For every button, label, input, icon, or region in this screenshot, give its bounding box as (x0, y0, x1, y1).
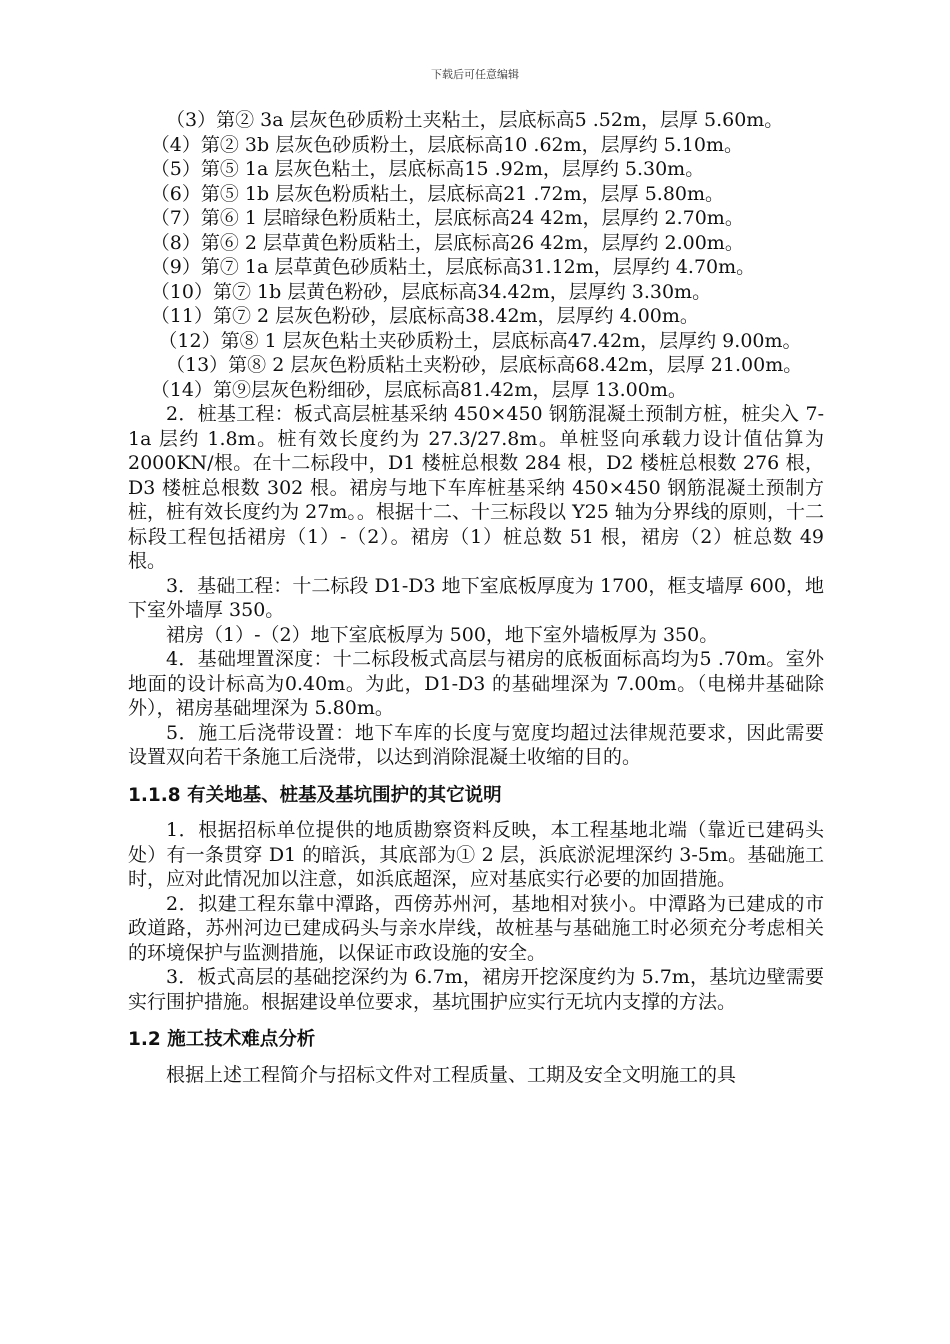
paragraph: （10）第⑦ 1b 层黄色粉砂，层底标高34.42m，层厚约 3.30m。 (150, 280, 712, 303)
paragraph: 3．基础工程：十二标段 D1-D3 地下室底板厚度为 1700，框支墙厚 600，地下室外墙厚 350。 (128, 574, 824, 621)
paragraph: （5）第⑤ 1a 层灰色粘土，层底标高15 .92m，层厚约 5.30m。 (150, 158, 705, 180)
paragraph: （12）第⑧ 1 层灰色粘土夹砂质粉土，层底标高47.42m，层厚约 9.00m。 (158, 329, 802, 352)
paragraph: （13）第⑧ 2 层灰色粉质粘土夹粉砂，层底标高68.42m，层厚 21.00m。 (166, 354, 803, 376)
paragraph: 5．施工后浇带设置：地下车库的长度与宽度均超过法律规范要求，因此需要设置双向若干条施工后浇带，以达到消除混凝土收缩的目的。 (128, 721, 824, 768)
paragraph: 根据上述工程简介与招标文件对工程质量、工期及安全文明施工的具 (166, 1063, 737, 1086)
paragraph: （14）第⑨层灰色粉细砂，层底标高81.42m，层厚 13.00m。 (150, 378, 687, 401)
paragraph: （11）第⑦ 2 层灰色粉砂，层底标高38.42m，层厚约 4.00m。 (150, 305, 699, 327)
paragraph: （6）第⑤ 1b 层灰色粉质粘土，层底标高21 .72m，层厚 5.80m。 (150, 182, 725, 205)
paragraph: 2．拟建工程东靠中潭路，西傍苏州河，基地相对狭小。中潭路为已建成的市政道路，苏州河边已建成码头与亲水岸线，故桩基与基础施工时必须充分考虑相关的环境保护与监测措施，以保证市政设施的安全。 (128, 892, 824, 964)
paragraph: （4）第② 3b 层灰色砂质粉土，层底标高10 .62m，层厚约 5.10m。 (150, 133, 744, 156)
paragraph: 裙房（1）-（2）地下室底板厚为 500，地下室外墙板厚为 350。 (166, 623, 719, 646)
paragraph: 2．桩基工程：板式高层桩基采纳 450×450 钢筋混凝土预制方桩，桩尖入 7-1a 层约 1.8m。桩有效长度约为 27.3/27.8m。单桩竖向承载力设计值估算为 2000KN/根。在十二标段中，D1 楼桩总根数 284 根，D2 楼桩总根数 276 根，D3 楼桩总根数 302 根。裙房与地下车库桩基采纳 450×450 钢筋混凝土预制方桩，桩有效长度约为 27m。。根据十二、十三标段以 Y25 轴为分界线的原则，十二标段工程包括裙房（1）-（2）。裙房（1）桩总数 51 根，裙房（2）桩总数 49 根。 (128, 403, 824, 572)
paragraph: （7）第⑥ 1 层暗绿色粉质粘土，层底标高24 42m，层厚约 2.70m。 (150, 207, 744, 229)
paragraph: （3）第② 3a 层灰色砂质粉土夹粘土，层底标高5 .52m，层厚 5.60m。 (166, 109, 784, 131)
paragraph: 1．根据招标单位提供的地质勘察资料反映，本工程基地北端（靠近已建码头处）有一条贯穿 D1 的暗浜，其底部为① 2 层，浜底淤泥埋深约 3-5m。基础施工时，应对此情况加以注意，如浜底超深，应对基底实行必要的加固措施。 (128, 819, 824, 890)
page-header: 下载后可任意编辑 (431, 68, 519, 81)
paragraph: （9）第⑦ 1a 层草黄色砂质粘土，层底标高31.12m，层厚约 4.70m。 (150, 256, 756, 278)
document-body (128, 108, 824, 1087)
section-heading: 1.1.8 有关地基、桩基及基坑围护的其它说明 (128, 784, 502, 806)
section-heading: 1.2 施工技术难点分析 (128, 1029, 316, 1050)
paragraph: 4．基础埋置深度：十二标段板式高层与裙房的底板面标高均为5 .70m。室外地面的设计标高为0.40m。为此，D1-D3 的基础埋深为 7.00m。（电梯井基础除外），裙房基础埋深为 5.80m。 (128, 648, 824, 719)
paragraph: （8）第⑥ 2 层草黄色粉质粘土，层底标高26 42m，层厚约 2.00m。 (150, 231, 744, 254)
paragraph: 3．板式高层的基础挖深约为 6.7m，裙房开挖深度约为 5.7m，基坑边壁需要实行围护措施。根据建设单位要求，基坑围护应实行无坑内支撑的方法。 (128, 966, 824, 1013)
